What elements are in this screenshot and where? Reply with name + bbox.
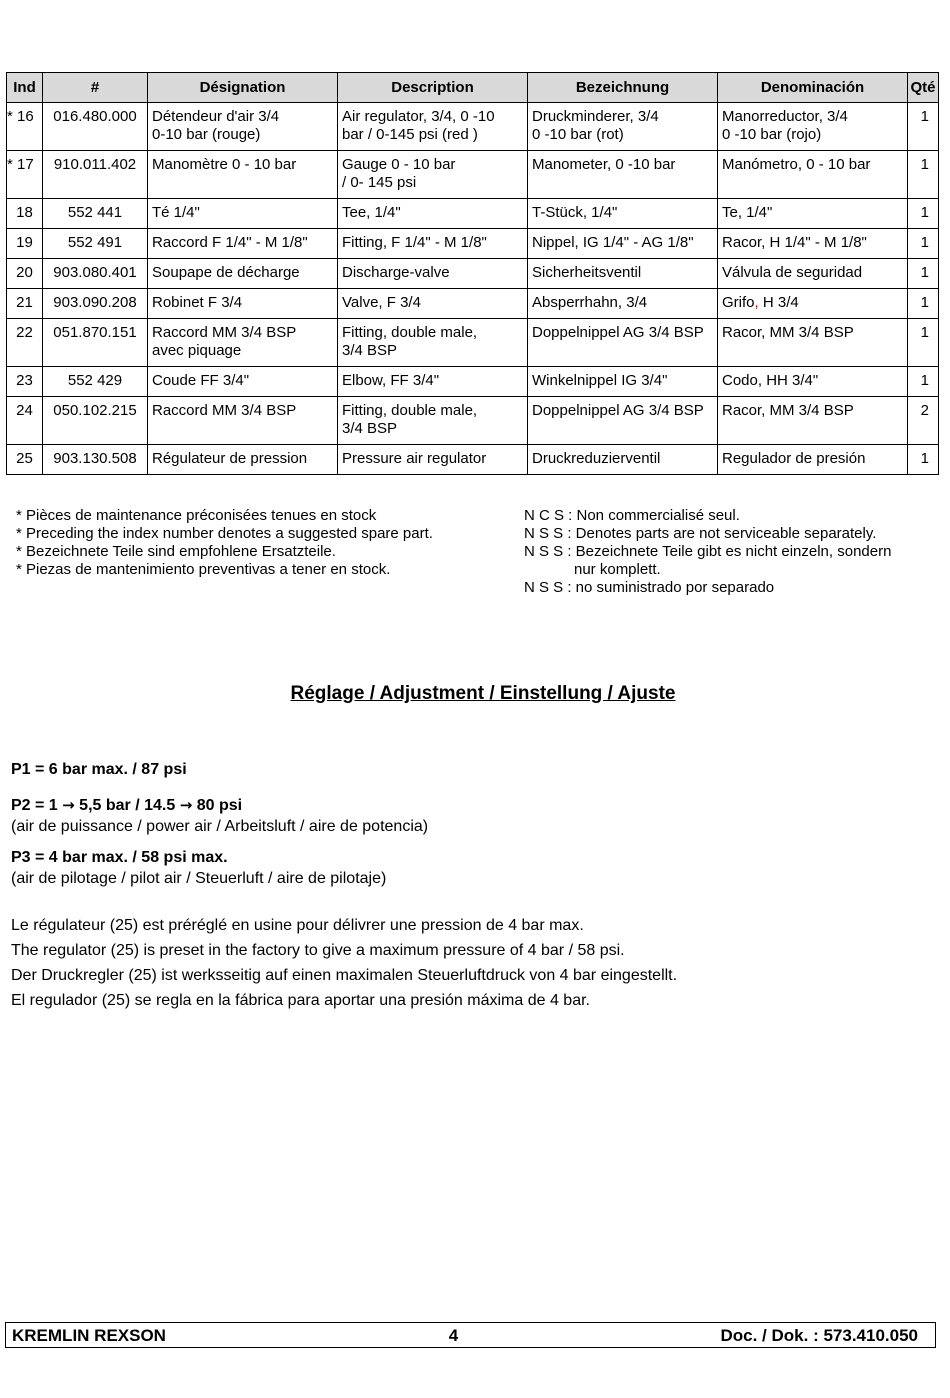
cell-ind: 21 xyxy=(7,289,43,319)
arrow-right-icon: → xyxy=(179,796,193,814)
cell-ind: * 16 xyxy=(7,103,43,151)
cell-designation: Raccord MM 3/4 BSP avec piquage xyxy=(148,319,338,367)
cell-description: Elbow, FF 3/4" xyxy=(338,367,528,397)
p3-subtitle: (air de pilotage / pilot air / Steuerluft / aire de pilotaje) xyxy=(11,870,387,887)
cell-qty: 1 xyxy=(908,151,939,199)
cell-bezeichnung: Druckminderer, 3/4 0 -10 bar (rot) xyxy=(528,103,718,151)
cell-designation: Té 1/4" xyxy=(148,199,338,229)
table-row xyxy=(7,151,939,199)
p2-heading xyxy=(11,795,428,816)
cell-denominacion: Válvula de seguridad xyxy=(718,259,908,289)
note-nss-de: N S S : Bezeichnete Teile gibt es nicht einzeln, sondern xyxy=(524,543,892,560)
table-row xyxy=(7,103,939,151)
cell-bezeichnung: T-Stück, 1/4" xyxy=(528,199,718,229)
cell-description: Air regulator, 3/4, 0 -10 bar / 0-145 psi (red ) xyxy=(338,103,528,151)
page-footer xyxy=(5,1322,936,1348)
regulator-description xyxy=(11,913,677,1013)
cell-qty: 1 xyxy=(908,103,939,151)
table-row xyxy=(7,445,939,475)
note-line-en: * Preceding the index number denotes a suggested spare part. xyxy=(16,525,433,542)
table-row xyxy=(7,259,939,289)
cell-part-number: 903.080.401 xyxy=(43,259,148,289)
cell-denominacion: Racor, MM 3/4 BSP xyxy=(718,319,908,367)
cell-designation: Soupape de décharge xyxy=(148,259,338,289)
note-nss-de-continued: nur komplett. xyxy=(574,561,661,578)
table-row xyxy=(7,199,939,229)
cell-denominacion: Manorreductor, 3/4 0 -10 bar (rojo) xyxy=(718,103,908,151)
cell-part-number: 552 491 xyxy=(43,229,148,259)
cell-ind: 25 xyxy=(7,445,43,475)
cell-bezeichnung: Doppelnippel AG 3/4 BSP xyxy=(528,397,718,445)
footer-doc-number: Doc. / Dok. : 573.410.050 xyxy=(720,1326,918,1345)
arrow-right-icon: → xyxy=(62,796,75,814)
cell-qty: 1 xyxy=(908,445,939,475)
table-row xyxy=(7,229,939,259)
cell-denominacion: Te, 1/4" xyxy=(718,199,908,229)
cell-denominacion: Manómetro, 0 - 10 bar xyxy=(718,151,908,199)
cell-qty: 1 xyxy=(908,319,939,367)
p1-spec: P1 = 6 bar max. / 87 psi xyxy=(11,761,187,778)
table-row xyxy=(7,319,939,367)
col-header-bezeichnung: Bezeichnung xyxy=(528,73,718,103)
cell-description: Valve, F 3/4 xyxy=(338,289,528,319)
p2-part1: P2 = 1 xyxy=(11,797,63,814)
cell-designation: Raccord F 1/4" - M 1/8" xyxy=(148,229,338,259)
cell-description: Discharge-valve xyxy=(338,259,528,289)
adjustment-section-title: Réglage / Adjustment / Einstellung / Ajuste xyxy=(290,683,676,704)
p3-spec xyxy=(11,847,386,889)
cell-designation: Régulateur de pression xyxy=(148,445,338,475)
cell-ind: 23 xyxy=(7,367,43,397)
cell-qty: 2 xyxy=(908,397,939,445)
cell-bezeichnung: Winkelnippel IG 3/4" xyxy=(528,367,718,397)
cell-designation: Détendeur d'air 3/4 0-10 bar (rouge) xyxy=(148,103,338,151)
cell-designation: Manomètre 0 - 10 bar xyxy=(148,151,338,199)
cell-part-number: 552 429 xyxy=(43,367,148,397)
note-nss-en: N S S : Denotes parts are not serviceable separately. xyxy=(524,525,877,542)
cell-ind: * 17 xyxy=(7,151,43,199)
note-line-de: * Bezeichnete Teile sind empfohlene Ersatzteile. xyxy=(16,543,336,560)
cell-qty: 1 xyxy=(908,289,939,319)
table-row xyxy=(7,367,939,397)
cell-qty: 1 xyxy=(908,367,939,397)
cell-description: Fitting, F 1/4" - M 1/8" xyxy=(338,229,528,259)
cell-part-number: 552 441 xyxy=(43,199,148,229)
cell-ind: 20 xyxy=(7,259,43,289)
cell-bezeichnung: Nippel, IG 1/4" - AG 1/8" xyxy=(528,229,718,259)
cell-part-number: 903.130.508 xyxy=(43,445,148,475)
cell-part-number: 903.090.208 xyxy=(43,289,148,319)
cell-qty: 1 xyxy=(908,229,939,259)
regulator-text-de: Der Druckregler (25) ist werksseitig auf einen maximalen Steuerluftdruck von 4 bar eingestellt. xyxy=(11,967,678,984)
regulator-text-fr: Le régulateur (25) est préréglé en usine pour délivrer une pression de 4 bar max. xyxy=(11,917,584,934)
cell-bezeichnung: Sicherheitsventil xyxy=(528,259,718,289)
note-ncs: N C S : Non commercialisé seul. xyxy=(524,507,740,524)
cell-description: Fitting, double male, 3/4 BSP xyxy=(338,397,528,445)
abbreviation-notes xyxy=(524,507,891,597)
spare-part-notes xyxy=(16,507,433,579)
cell-bezeichnung: Druckreduzierventil xyxy=(528,445,718,475)
note-line-fr: * Pièces de maintenance préconisées tenues en stock xyxy=(16,507,377,524)
regulator-text-es: El regulador (25) se regla en la fábrica para aportar una presión máxima de 4 bar. xyxy=(11,992,590,1009)
p2-subtitle: (air de puissance / power air / Arbeitsluft / aire de potencia) xyxy=(11,818,429,835)
cell-denominacion: Racor, H 1/4" - M 1/8" xyxy=(718,229,908,259)
note-line-es: * Piezas de mantenimiento preventivas a tener en stock. xyxy=(16,561,391,578)
cell-part-number: 016.480.000 xyxy=(43,103,148,151)
table-header-row xyxy=(7,73,939,103)
cell-part-number: 050.102.215 xyxy=(43,397,148,445)
cell-bezeichnung: Absperrhahn, 3/4 xyxy=(528,289,718,319)
col-header-number: # xyxy=(43,73,148,103)
cell-denominacion xyxy=(718,289,908,319)
cell-bezeichnung: Manometer, 0 -10 bar xyxy=(528,151,718,199)
cell-part-number: 051.870.151 xyxy=(43,319,148,367)
p2-part3: 80 psi xyxy=(192,797,243,814)
col-header-denominacion: Denominación xyxy=(718,73,908,103)
footer-company: KREMLIN REXSON xyxy=(12,1326,166,1345)
cell-ind: 24 xyxy=(7,397,43,445)
cell-description: Gauge 0 - 10 bar / 0- 145 psi xyxy=(338,151,528,199)
table-row xyxy=(7,397,939,445)
cell-designation: Raccord MM 3/4 BSP xyxy=(148,397,338,445)
cell-denominacion: Regulador de presión xyxy=(718,445,908,475)
parts-table xyxy=(6,72,939,475)
cell-description: Pressure air regulator xyxy=(338,445,528,475)
cell-denominacion: Racor, MM 3/4 BSP xyxy=(718,397,908,445)
cell-denominacion-a: Grifo xyxy=(722,294,755,311)
cell-part-number: 910.011.402 xyxy=(43,151,148,199)
p2-spec xyxy=(11,795,428,837)
cell-description: Tee, 1/4" xyxy=(338,199,528,229)
col-header-qty: Qté xyxy=(908,73,939,103)
col-header-description: Description xyxy=(338,73,528,103)
cell-bezeichnung: Doppelnippel AG 3/4 BSP xyxy=(528,319,718,367)
p2-part2: 5,5 bar / 14.5 xyxy=(74,797,180,814)
col-header-designation: Désignation xyxy=(148,73,338,103)
regulator-text-en: The regulator (25) is preset in the factory to give a maximum pressure of 4 bar / 58 psi. xyxy=(11,942,625,959)
cell-denominacion: Codo, HH 3/4" xyxy=(718,367,908,397)
cell-description: Fitting, double male, 3/4 BSP xyxy=(338,319,528,367)
cell-designation: Robinet F 3/4 xyxy=(148,289,338,319)
cell-qty: 1 xyxy=(908,259,939,289)
cell-denominacion-c: H 3/4 xyxy=(758,294,799,311)
cell-ind: 22 xyxy=(7,319,43,367)
table-row xyxy=(7,289,939,319)
cell-designation: Coude FF 3/4" xyxy=(148,367,338,397)
cell-qty: 1 xyxy=(908,199,939,229)
cell-ind: 19 xyxy=(7,229,43,259)
col-header-ind: Ind xyxy=(7,73,43,103)
p3-heading: P3 = 4 bar max. / 58 psi max. xyxy=(11,849,228,866)
note-nss-es: N S S : no suministrado por separado xyxy=(524,579,775,596)
cell-denominacion-comma: , xyxy=(754,294,759,311)
cell-ind: 18 xyxy=(7,199,43,229)
footer-page-number: 4 xyxy=(448,1326,459,1345)
